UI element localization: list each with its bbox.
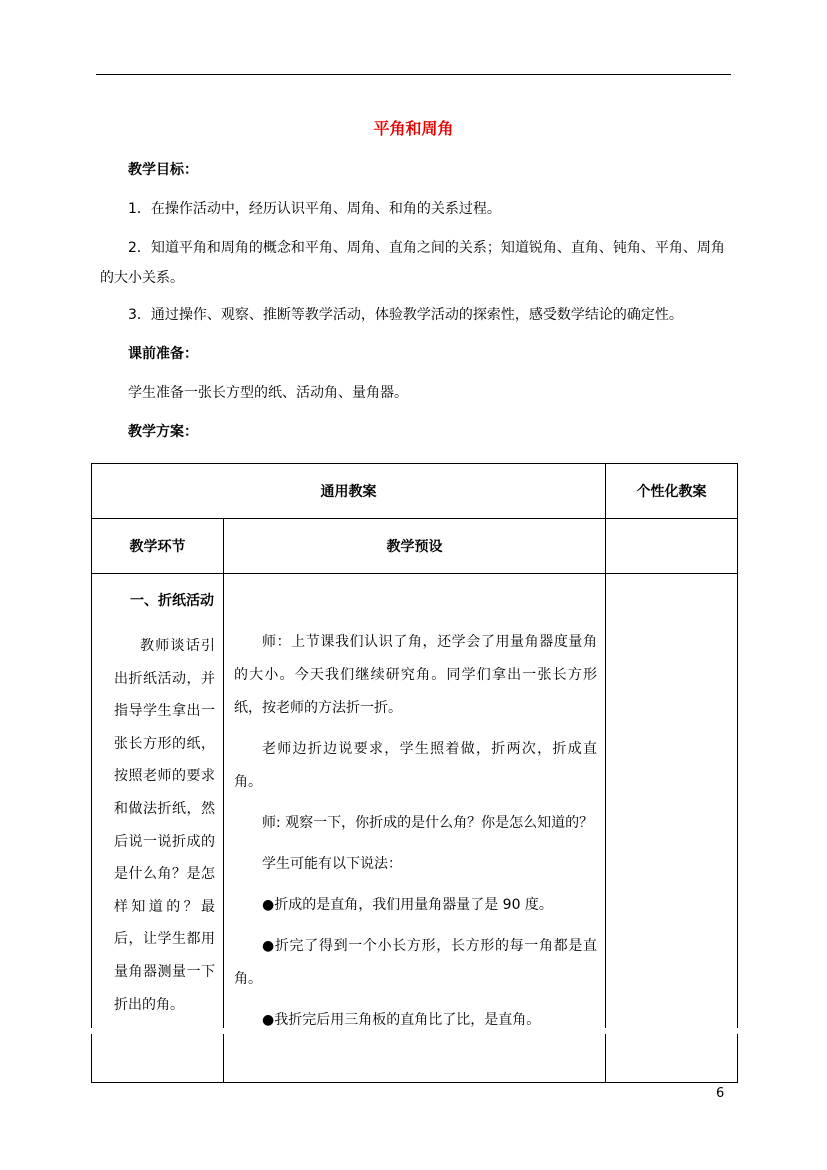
preset-paragraph-3: 师: 观察一下，你折成的是什么角？你是怎么知道的？ xyxy=(262,815,594,831)
prep-text: 学生准备一张长方型的纸、活动角、量角器。 xyxy=(128,385,408,401)
page-number: 6 xyxy=(716,1086,725,1101)
goal-item-2: 2．知道平角和周角的概念和平角、周角、直角之间的关系；知道锐角、直角、钝角、平角、周角的大小关系。 xyxy=(100,240,725,286)
preset-paragraph-7: ●我折完后用三角板的直角比了比，是直角。 xyxy=(262,1012,541,1028)
lesson-plan-table xyxy=(91,463,738,1083)
preset-paragraph-2: 老师边折边说要求，学生照着做，折两次，折成直角。 xyxy=(234,741,597,790)
stage-title: 一、折纸活动 xyxy=(130,593,214,609)
plan-heading: 教学方案： xyxy=(128,424,198,440)
header-rule xyxy=(96,74,731,75)
personal-cell xyxy=(606,574,738,1083)
goal-item-1: 1．在操作活动中，经历认识平角、周角、和角的关系过程。 xyxy=(128,201,501,217)
header-general: 通用教案 xyxy=(92,464,606,519)
header-personal: 个性化教案 xyxy=(606,464,738,519)
preset-paragraph-5: ●折成的是直角，我们用量角器量了是 90 度。 xyxy=(262,897,553,913)
table-bottom-mask xyxy=(0,1028,827,1034)
stage-description: 教师谈话引出折纸活动，并指导学生拿出一张长方形的纸，按照老师的要求和做法折纸，然后说一说折成的是什么角？是怎样知道的？最后，让学生都用量角器测量一下折出的角。 xyxy=(114,638,215,1013)
column-stage-header: 教学环节 xyxy=(92,519,224,574)
column-preset-header: 教学预设 xyxy=(224,519,606,574)
stage-cell xyxy=(92,574,224,1083)
goal-item-3: 3．通过操作、观察、推断等教学活动，体验教学活动的探索性，感受数学结论的确定性。 xyxy=(128,307,683,323)
goals-heading: 教学目标： xyxy=(128,162,198,178)
preset-paragraph-6: ●折完了得到一个小长方形，长方形的每一角都是直角。 xyxy=(234,938,597,987)
prep-heading: 课前准备： xyxy=(128,346,198,362)
personal-cell-empty xyxy=(606,519,738,574)
preset-cell xyxy=(224,574,606,1083)
preset-paragraph-4: 学生可能有以下说法： xyxy=(262,856,402,872)
preset-paragraph-1: 师：上节课我们认识了角，还学会了用量角器度量角的大小。今天我们继续研究角。同学们拿出一张长方形纸，按老师的方法折一折。 xyxy=(234,634,597,716)
page-title: 平角和周角 xyxy=(373,119,454,138)
